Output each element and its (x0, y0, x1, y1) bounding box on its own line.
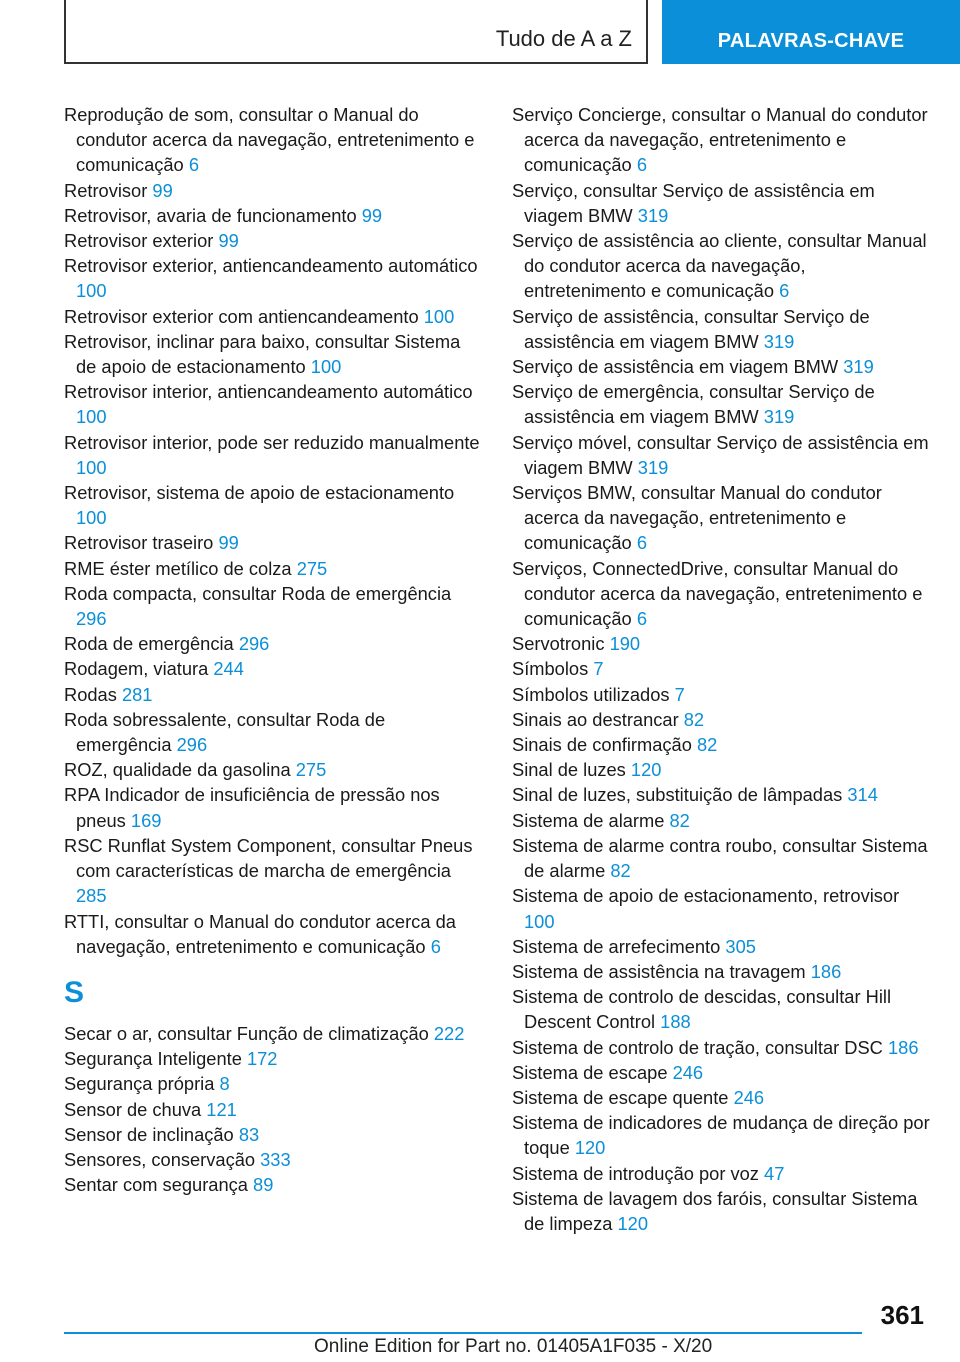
index-entry-page-link[interactable]: 99 (218, 230, 239, 252)
index-entry-text: Secar o ar, consultar Função de climatização (64, 1022, 429, 1044)
index-entry (64, 909, 482, 959)
index-entry-text: Retrovisor exterior, antiencandeamento automático (64, 255, 478, 277)
index-entry-page-link[interactable]: 100 (524, 910, 555, 932)
index-entry-text: Roda de emergência (64, 633, 234, 655)
index-entry-text: Retrovisor exterior (64, 230, 214, 252)
index-entry-page-link[interactable]: 47 (764, 1162, 785, 1184)
page-number: 361 (880, 1300, 924, 1330)
index-entry-text: Retrovisor traseiro (64, 532, 214, 554)
index-entry-page-link[interactable]: 100 (310, 356, 342, 378)
index-entry (512, 480, 932, 556)
index-entry-text: Sistema de alarme (512, 809, 665, 831)
index-entry-page-link[interactable]: 296 (238, 633, 270, 655)
index-entry-text: Sinal de luzes (512, 759, 626, 781)
index-entry-text: Rodagem, viatura (64, 658, 209, 680)
index-entry-text: Rodas (64, 683, 117, 705)
index-entry-page-link[interactable]: 100 (76, 456, 107, 478)
index-entry (512, 959, 932, 984)
index-entry (64, 833, 482, 909)
index-entry (512, 757, 932, 782)
index-entry-page-link[interactable]: 100 (76, 280, 107, 302)
index-entry (512, 883, 932, 933)
index-entry (64, 102, 482, 178)
index-entry-text: Serviço, consultar Serviço de assistência em viagem BMW (512, 179, 875, 226)
index-entry-page-link[interactable]: 120 (574, 1137, 606, 1159)
index-entry (64, 253, 482, 303)
index-entry (512, 732, 932, 757)
index-entry-page-link[interactable]: 296 (76, 608, 107, 630)
index-entry (512, 379, 932, 429)
index-entry-page-link[interactable]: 6 (779, 280, 790, 302)
index-entry-page-link[interactable]: 99 (218, 532, 239, 554)
index-entry-page-link[interactable]: 172 (246, 1048, 278, 1070)
index-entry (512, 984, 932, 1034)
index-entry-text: Símbolos (512, 658, 589, 680)
index-column-left (64, 102, 482, 1197)
index-entry-page-link[interactable]: 120 (630, 759, 662, 781)
index-column-right (512, 102, 932, 1236)
index-entry-page-link[interactable]: 319 (843, 356, 874, 378)
index-entry-page-link[interactable]: 222 (433, 1022, 465, 1044)
index-entry-text: Serviço de assistência ao cliente, consultar Manual do condutor acerca da navegação, entretenimento e comunicação (512, 230, 927, 302)
index-entry (512, 934, 932, 959)
index-entry-page-link[interactable]: 319 (637, 456, 669, 478)
index-entry (64, 304, 482, 329)
index-entry-text: Sistema de escape (512, 1061, 668, 1083)
index-entry (512, 1161, 932, 1186)
index-entry-page-link[interactable]: 82 (669, 809, 690, 831)
index-entry (64, 1046, 482, 1071)
index-entry-page-link[interactable]: 186 (810, 960, 842, 982)
index-entry (64, 782, 482, 832)
index-entry (512, 430, 932, 480)
index-entry (512, 102, 932, 178)
index-entry-text: Sistema de indicadores de mudança de direção por toque (512, 1112, 930, 1159)
index-entry-page-link[interactable]: 121 (206, 1098, 237, 1120)
index-entry-page-link[interactable]: 319 (763, 406, 795, 428)
index-entry-page-link[interactable]: 8 (219, 1073, 230, 1095)
footer-divider (64, 1332, 862, 1334)
index-entry-text: Sistema de controlo de tração, consultar DSC (512, 1036, 883, 1058)
index-entry-text: Segurança Inteligente (64, 1048, 242, 1070)
index-entry-page-link[interactable]: 246 (733, 1086, 765, 1108)
index-entry (512, 782, 932, 807)
index-entry-text: Sentar com segurança (64, 1174, 248, 1196)
index-entry-page-link[interactable]: 120 (617, 1212, 649, 1234)
index-entry (64, 1147, 482, 1172)
index-entry (64, 1172, 482, 1197)
index-entry-text: Sinal de luzes, substituição de lâmpadas (512, 784, 843, 806)
index-entry-text: Roda sobressalente, consultar Roda de emergência (64, 708, 386, 756)
index-entry-page-link[interactable]: 285 (76, 885, 107, 907)
index-entry (512, 1085, 932, 1110)
index-entry-text: Serviço de assistência, consultar Serviço de assistência em viagem BMW (512, 305, 870, 352)
index-entry-text: Sensor de inclinação (64, 1123, 234, 1145)
index-entry-text: RSC Runflat System Component, consultar Pneus com características de marcha de emergência (64, 834, 473, 882)
index-entry-text: Serviço de assistência em viagem BMW (512, 356, 839, 378)
index-entry-text: RME éster metílico de colza (64, 557, 292, 579)
index-entry-page-link[interactable]: 169 (130, 809, 162, 831)
index-entry (512, 833, 932, 883)
index-entry-page-link[interactable]: 7 (593, 658, 604, 680)
index-entry-text: Sistema de assistência na travagem (512, 960, 806, 982)
index-entry (64, 203, 482, 228)
index-entry-page-link[interactable]: 246 (672, 1061, 704, 1083)
index-entry-text: RTTI, consultar o Manual do condutor acerca da navegação, entretenimento e comunicação (64, 910, 456, 957)
letter-heading: S (64, 975, 85, 1009)
index-entry-text: Retrovisor, avaria de funcionamento (64, 204, 357, 226)
index-entry-page-link[interactable]: 82 (610, 860, 631, 882)
index-entry (64, 1122, 482, 1147)
index-entry-page-link[interactable]: 6 (636, 532, 647, 554)
index-entry-text: Serviço Concierge, consultar o Manual do condutor acerca da navegação, entretenimento e comunicação (512, 104, 928, 176)
index-entry (64, 682, 482, 707)
index-entry (64, 228, 482, 253)
index-entry (64, 480, 482, 530)
index-entry (512, 808, 932, 833)
index-entry (512, 178, 932, 228)
index-entry (512, 556, 932, 632)
index-entry-text: Sinais ao destrancar (512, 708, 679, 730)
index-entry-page-link[interactable]: 100 (423, 305, 455, 327)
index-entry-page-link[interactable]: 319 (763, 330, 795, 352)
index-entry (64, 556, 482, 581)
index-entry-page-link[interactable]: 100 (76, 406, 107, 428)
index-entry-page-link[interactable]: 89 (253, 1174, 274, 1196)
index-entry-page-link[interactable]: 275 (295, 759, 327, 781)
index-entry-page-link[interactable]: 82 (696, 734, 718, 756)
index-entry-text: Retrovisor interior, pode ser reduzido manualmente (64, 431, 480, 453)
index-entry (64, 530, 482, 555)
index-entry-text: Símbolos utilizados (512, 683, 670, 705)
index-entry (64, 430, 482, 480)
index-entry-page-link[interactable]: 7 (674, 683, 685, 705)
index-entry-page-link[interactable]: 188 (660, 1011, 691, 1033)
index-entry-text: Sistema de controlo de descidas, consultar Hill Descent Control (512, 986, 892, 1033)
index-entry-text: Retrovisor interior, antiencandeamento automático (64, 381, 473, 403)
index-entry-page-link[interactable]: 6 (188, 154, 199, 176)
index-entry-page-link[interactable]: 333 (260, 1148, 291, 1170)
index-entry (512, 228, 932, 304)
index-entry (512, 354, 932, 379)
index-entry-page-link[interactable]: 296 (176, 734, 208, 756)
index-entry-text: Sistema de introdução por voz (512, 1162, 759, 1184)
index-entry-text: Segurança própria (64, 1073, 215, 1095)
header-section-box (64, 0, 648, 64)
index-entry (512, 656, 932, 681)
index-entry-text: Sistema de escape quente (512, 1086, 729, 1108)
index-entry (512, 1186, 932, 1236)
index-entry (512, 1035, 932, 1060)
index-entry (512, 707, 932, 732)
index-entry-text: Sinais de confirmação (512, 734, 692, 756)
index-entry (512, 682, 932, 707)
index-entry-text: Sensor de chuva (64, 1098, 202, 1120)
index-entry-text: Serviço de emergência, consultar Serviço de assistência em viagem BMW (512, 381, 875, 428)
index-entry (512, 631, 932, 656)
index-entry (512, 304, 932, 354)
index-entry-page-link[interactable]: 99 (152, 179, 173, 201)
index-entry-text: Serviços BMW, consultar Manual do condutor acerca da navegação, entretenimento e comunicação (512, 482, 882, 554)
index-entry (64, 1071, 482, 1096)
index-entry-text: Servotronic (512, 633, 605, 655)
index-entry-page-link[interactable]: 83 (238, 1123, 260, 1145)
index-entry-page-link[interactable]: 305 (725, 935, 756, 957)
index-entry-page-link[interactable]: 275 (296, 557, 328, 579)
footer-edition: Online Edition for Part no. 01405A1F035 - X/20 (314, 1336, 713, 1357)
index-entry (64, 656, 482, 681)
index-entry-page-link[interactable]: 100 (76, 507, 107, 529)
index-entry (64, 178, 482, 203)
index-entry-page-link[interactable]: 319 (637, 204, 669, 226)
index-entry-text: Retrovisor, inclinar para baixo, consultar Sistema de apoio de estacionamento (64, 330, 461, 378)
index-entry-page-link[interactable]: 186 (887, 1036, 919, 1058)
index-entry-text: Roda compacta, consultar Roda de emergência (64, 582, 452, 604)
index-entry-text: Reprodução de som, consultar o Manual do condutor acerca da navegação, entretenimento e comunicação (64, 104, 475, 176)
index-entry-text: RPA Indicador de insuficiência de pressão nos pneus (64, 784, 440, 831)
index-entry-text: Sistema de lavagem dos faróis, consultar Sistema de limpeza (512, 1187, 918, 1234)
index-entry (64, 329, 482, 379)
index-entry-text: Retrovisor exterior com antiencandeamento (64, 305, 419, 327)
index-entry (64, 379, 482, 429)
index-entry-page-link[interactable]: 281 (121, 683, 153, 705)
header-keywords-tab[interactable]: PALAVRAS-CHAVE (662, 0, 960, 64)
index-entry (512, 1060, 932, 1085)
index-entry-text: Sistema de arrefecimento (512, 935, 721, 957)
index-entry-text: Sistema de alarme contra roubo, consultar Sistema de alarme (512, 834, 928, 882)
index-entry-text: ROZ, qualidade da gasolina (64, 759, 291, 781)
index-entry-page-link[interactable]: 190 (609, 633, 641, 655)
index-entry-page-link[interactable]: 82 (683, 708, 705, 730)
index-entry (64, 1021, 482, 1046)
index-entry (64, 581, 482, 631)
index-entry (64, 757, 482, 782)
index-entry-text: Serviços, ConnectedDrive, consultar Manual do condutor acerca da navegação, entretenimento e comunicação (512, 557, 923, 630)
index-entry (64, 631, 482, 656)
index-entry (512, 1110, 932, 1160)
index-entry-text: Sistema de apoio de estacionamento, retrovisor (512, 885, 900, 907)
index-entry-page-link[interactable]: 6 (430, 935, 441, 957)
index-entry-page-link[interactable]: 99 (361, 204, 383, 226)
index-entry-text: Retrovisor (64, 179, 148, 201)
header-section-title: Tudo de A a Z (495, 26, 632, 51)
index-entry-page-link[interactable]: 244 (213, 658, 244, 680)
index-entry (64, 1097, 482, 1122)
index-entry-text: Sensores, conservação (64, 1148, 256, 1170)
index-entry-text: Serviço móvel, consultar Serviço de assistência em viagem BMW (512, 431, 929, 478)
index-entry-page-link[interactable]: 6 (636, 608, 647, 630)
index-entry (64, 707, 482, 757)
index-entry-text: Retrovisor, sistema de apoio de estacionamento (64, 482, 455, 504)
index-entry-page-link[interactable]: 314 (847, 784, 878, 806)
index-entry-page-link[interactable]: 6 (636, 154, 647, 176)
